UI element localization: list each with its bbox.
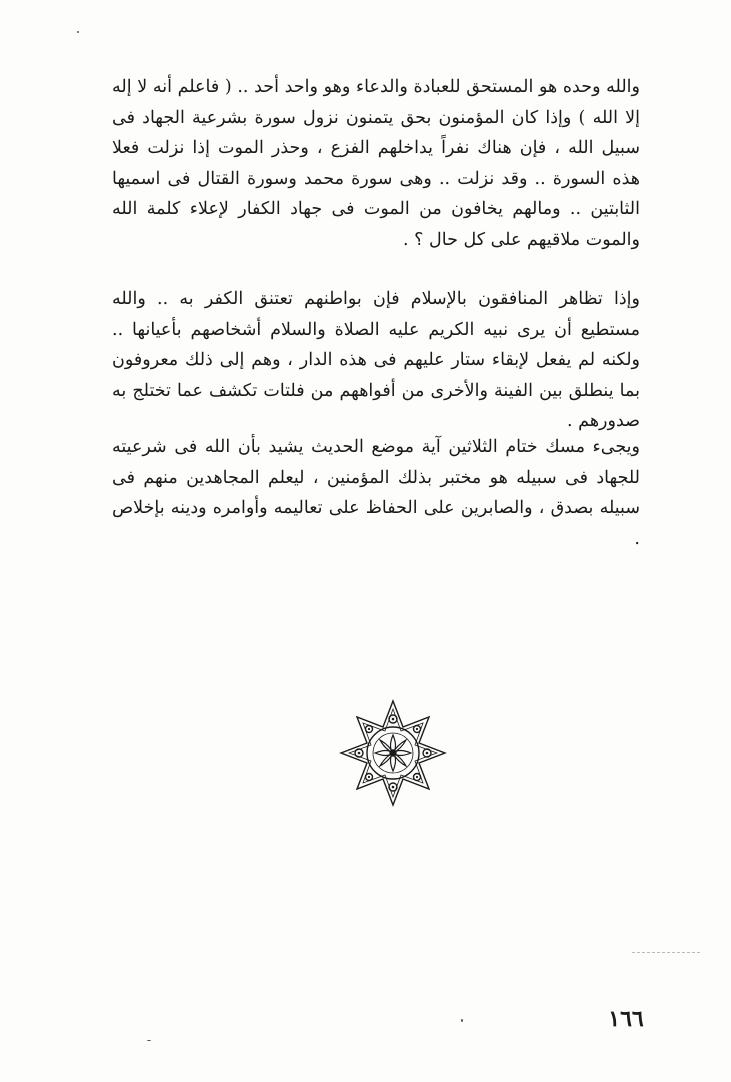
scan-artifact-line [632, 952, 700, 953]
paragraph-3 [112, 432, 640, 554]
paragraph-3-text: ويجىء مسك ختام الثلاثين آية موضع الحديث يشيد بأن الله فى شرعيته للجهاد فى سبيله هو مختبر بذلك المؤمنين ، ليعلم المجاهدين منهم فى سبيله بصدق ، والصابرين على الحفاظ على تعاليمه وأوامره ودينه بإخلاص . [112, 437, 640, 549]
paragraph-2 [112, 284, 640, 437]
arabesque-star-ornament-icon [337, 697, 449, 809]
scan-speck [77, 31, 79, 33]
paragraph-1-text: والله وحده هو المستحق للعبادة والدعاء وهو واحد أحد .. ( فاعلم أنه لا إله إلا الله ) وإذا كان المؤمنون بحق يتمنون نزول سورة بشرعية الجهاد فى سبيل الله ، فإن هناك نفراً يداخلهم الفزع ، وحذر الموت إذا نزلت فعلا هذه السورة .. وقد نزلت .. وهى سورة محمد وسورة القتال فى اسميها الثابتين .. ومالهم يخافون من الموت فى جهاد الكفار لإعلاء كلمة الله والموت ملاقيهم على كل حال ؟ . [112, 77, 640, 250]
scan-speck [461, 1019, 463, 1022]
paragraph-2-text: وإذا تظاهر المنافقون بالإسلام فإن بواطنهم تعتنق الكفر به .. والله مستطيع أن يرى نبيه الكريم عليه الصلاة والسلام أشخاصهم بأعيانها .. ولكنه لم يفعل لإبقاء ستار عليهم فى هذه الدار ، وهم إلى ذلك معروفون بما ينطلق بين الفينة والأخرى من أفواههم من فلتات تكشف عما تختلج به صدورهم . [112, 289, 640, 431]
scan-speck [147, 1040, 151, 1041]
page-number: ١٦٦ [608, 1006, 644, 1032]
paragraph-1 [112, 72, 640, 255]
